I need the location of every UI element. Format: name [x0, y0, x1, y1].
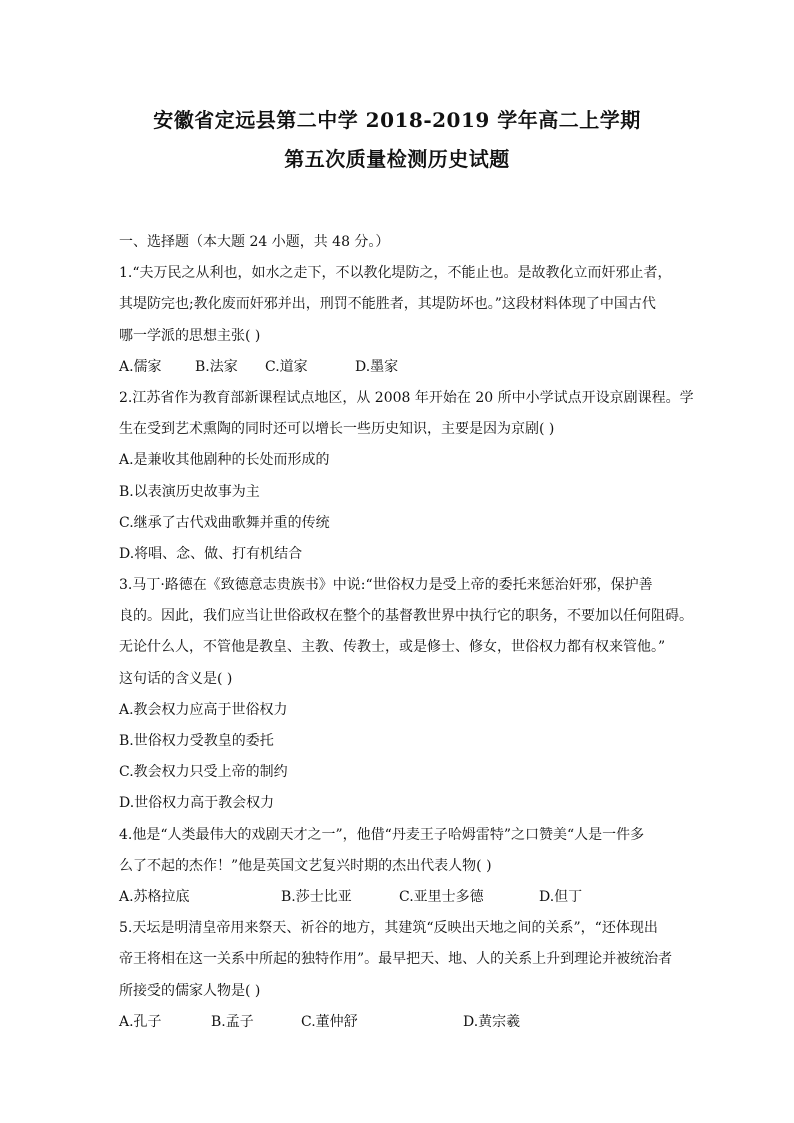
- question-text-line: 1.“夫万民之从利也，如水之走下，不以教化堤防之，不能止也。是故教化立而奸邪止者，: [119, 265, 672, 282]
- question-text-line: 帝王将相在这一关系中所起的独特作用”。最早把天、地、人的关系上升到理论并被统治者: [119, 951, 673, 968]
- question-text-line: 么了不起的杰作！”他是英国文艺复兴时期的杰出代表人物( ): [119, 857, 492, 874]
- answer-option-d: D.但丁: [539, 888, 583, 905]
- question-text-line: 哪一学派的思想主张( ): [119, 327, 261, 344]
- question-text-line: 3.马丁·路德在《致德意志贵族书》中说:“世俗权力是受上帝的委托来惩治奸邪，保护善: [119, 577, 653, 594]
- answer-option-d: D.黄宗羲: [463, 1013, 521, 1030]
- answer-option-c: C.董仲舒: [301, 1013, 358, 1030]
- answer-option-c: C.亚里士多德: [399, 888, 484, 905]
- answer-options-row: [119, 1007, 679, 1038]
- question-text-line: 良的。因此，我们应当让世俗政权在整个的基督教世界中执行它的职务，不要加以任何阻碍。: [119, 608, 693, 625]
- answer-options-row: [119, 352, 679, 383]
- question-text-line: 2.江苏省作为教育部新课程试点地区，从 2008 年开始在 20 所中小学试点开设京剧课程。学: [119, 389, 694, 406]
- answer-option-b: B.莎士比亚: [281, 888, 352, 905]
- question-1: [119, 258, 679, 383]
- question-2: [119, 383, 694, 570]
- question-3: [119, 570, 693, 820]
- question-text-line: 5.天坛是明清皇帝用来祭天、祈谷的地方，其建筑“反映出天地之间的关系”，“还体现出: [119, 920, 658, 937]
- answer-option-b: B.以表演历史故事为主: [119, 483, 260, 500]
- question-text-line: 所接受的儒家人物是( ): [119, 982, 261, 999]
- question-text-line: 4.他是“人类最伟大的戏剧天才之一”，他借“丹麦王子哈姆雷特”之口赞美“人是一件多: [119, 826, 645, 843]
- section-header: 一、选择题（本大题 24 小题，共 48 分。）: [119, 234, 390, 250]
- exam-title-line2: 第五次质量检测历史试题: [284, 147, 510, 171]
- question-text-line: 其堤防完也;教化废而奸邪并出，刑罚不能胜者，其堤防坏也。”这段材料体现了中国古代: [119, 296, 656, 313]
- answer-option-a: A.教会权力应高于世俗权力: [119, 701, 288, 718]
- question-text-line: 生在受到艺术熏陶的同时还可以增长一些历史知识，主要是因为京剧( ): [119, 421, 555, 438]
- answer-option-d: D.世俗权力高于教会权力: [119, 795, 275, 812]
- answer-option-a: A.孔子: [119, 1013, 162, 1030]
- question-4: [119, 820, 679, 914]
- answer-option-a: A.是兼收其他剧种的长处而形成的: [119, 452, 330, 469]
- answer-option-b: B.法家: [195, 358, 238, 375]
- question-text-line: 无论什么人，不管他是教皇、主教、传教士，或是修士、修女，世俗权力都有权来管他。”: [119, 639, 666, 656]
- answer-option-d: D.将唱、念、做、打有机结合: [119, 545, 303, 562]
- exam-content: [119, 227, 694, 1038]
- answer-option-c: C.继承了古代戏曲歌舞并重的传统: [119, 514, 330, 531]
- answer-option-d: D.墨家: [355, 358, 399, 375]
- answer-options-row: [119, 882, 679, 913]
- answer-option-a: A.苏格拉底: [119, 888, 190, 905]
- answer-option-a: A.儒家: [119, 358, 162, 375]
- answer-option-b: B.世俗权力受教皇的委托: [119, 733, 274, 749]
- answer-option-c: C.教会权力只受上帝的制约: [119, 764, 288, 781]
- question-text-line: 这句话的含义是( ): [119, 670, 233, 687]
- exam-title-line1: 安徽省定远县第二中学 2018-2019 学年高二上学期: [153, 108, 641, 132]
- answer-option-b: B.孟子: [211, 1013, 254, 1030]
- answer-option-c: C.道家: [265, 358, 308, 375]
- question-5: [119, 913, 679, 1038]
